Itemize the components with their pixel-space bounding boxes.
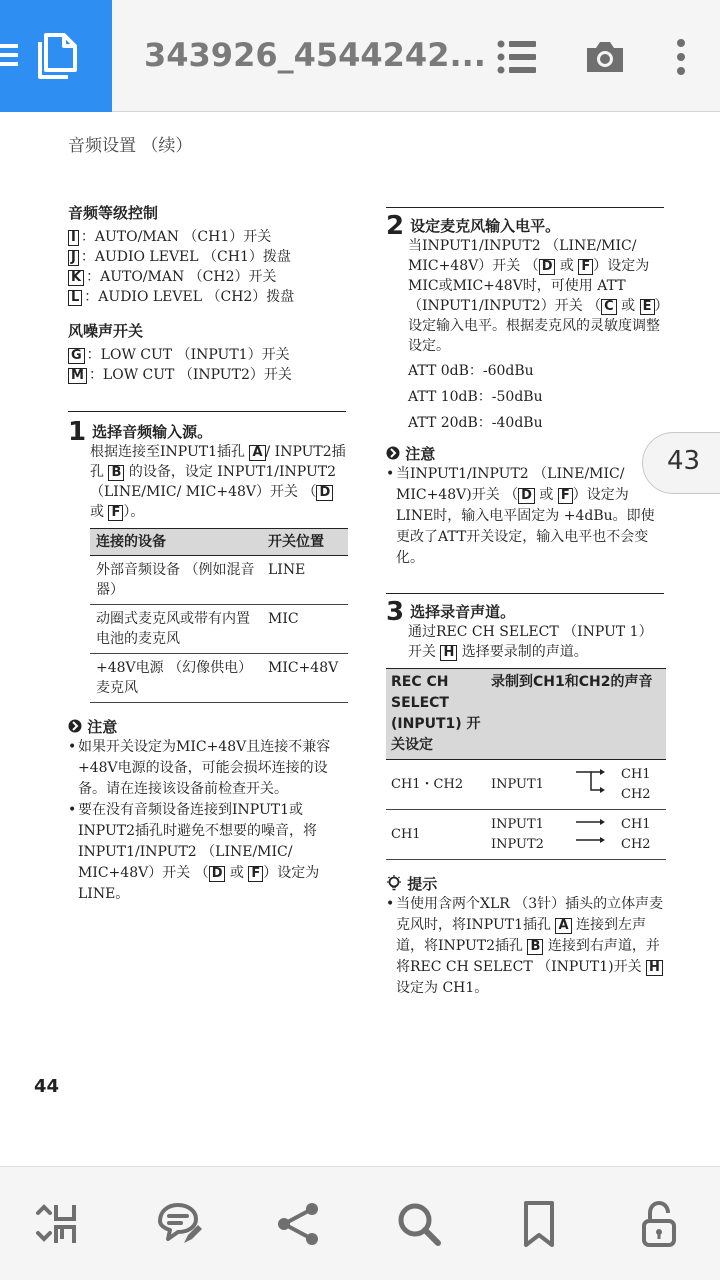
comment-edit-icon[interactable]: [154, 1199, 204, 1249]
step-1-note-heading: 注意: [68, 717, 348, 737]
step-3: [386, 597, 666, 999]
right-column: [386, 207, 666, 999]
note-item: • 要在没有音频设备连接到INPUT1或INPUT2插孔时避免不想要的噪音，将INPUT1/INPUT2 （LINE/MIC/ MIC+48V）开关 （ D 或 F ）设定为LINE。: [68, 800, 348, 905]
page-indicator-tab[interactable]: [642, 432, 720, 494]
list-item: M ：LOW CUT （INPUT2）开关: [68, 365, 348, 385]
list-item: I ：AUTO/MAN （CH1）开关: [68, 227, 348, 247]
caution-icon: [386, 446, 400, 460]
step-1-title: 1 选择音频输入源。: [68, 417, 213, 447]
table-row: CH1 INPUT1 INPUT2 CH1 CH2: [386, 810, 666, 860]
section-header: 音频设置 （续）: [68, 136, 193, 156]
document-page: [0, 113, 720, 1125]
step-1: [68, 417, 348, 905]
more-vert-icon[interactable]: [660, 36, 702, 78]
tip-heading: 提示: [386, 874, 666, 894]
att-level: ATT 0dB：-60dBu: [408, 363, 534, 379]
camera-icon[interactable]: [584, 36, 626, 78]
caution-icon: [68, 719, 82, 733]
att-level: ATT 20dB：-40dBu: [408, 415, 543, 431]
step-2: [386, 211, 666, 569]
bottom-toolbar: [0, 1166, 720, 1280]
att-levels: [386, 358, 666, 436]
crop-pages-icon[interactable]: [34, 1199, 84, 1249]
list-icon[interactable]: [496, 36, 538, 78]
page-indicator-label: 43: [667, 446, 701, 476]
connection-table: [90, 528, 348, 703]
divider: [386, 593, 664, 594]
menu-button[interactable]: [0, 0, 112, 112]
note-item: • 如果开关设定为MIC+48V且连接不兼容+48V电源的设备，可能会损坏连接的设备。请在连接该设备前检查开关。: [68, 737, 348, 800]
table-row: 外部音频设备 （例如混音器） LINE: [90, 556, 348, 605]
list-item: J ：AUDIO LEVEL （CH1）拨盘: [68, 247, 348, 267]
document-title: 343926_4544242...: [144, 36, 486, 74]
list-item: L ：AUDIO LEVEL （CH2）拨盘: [68, 287, 348, 307]
search-icon[interactable]: [394, 1199, 444, 1249]
split-arrow-icon: [574, 764, 608, 798]
divider: [68, 411, 346, 412]
step-2-body: 当INPUT1/INPUT2 （LINE/MIC/ MIC+48V）开关 （ D 或 F ）设定为MIC或MIC+48V时，可使用 ATT （INPUT1/INPUT2）开关 （ C 或 E ）设定输入电平。根据麦克风的灵敏度调整设定。: [408, 238, 662, 354]
table-header: 录制到CH1和CH2的声音: [486, 669, 666, 760]
list-item: K ：AUTO/MAN （CH2）开关: [68, 267, 348, 287]
rec-channel-table: [386, 668, 666, 860]
share-icon[interactable]: [274, 1199, 324, 1249]
table-header: 连接的设备: [90, 529, 262, 556]
table-row: CH1・CH2 INPUT1 CH1 CH2: [386, 760, 666, 810]
left-column: [68, 203, 348, 905]
step-3-body: 通过REC CH SELECT （INPUT 1） 开关 H 选择要录制的声道。: [408, 624, 653, 660]
lightbulb-icon: [386, 875, 402, 891]
table-header: REC CH SELECT (INPUT1) 开关设定: [386, 669, 486, 760]
audio-level-list: [68, 227, 348, 307]
hamburger-icon: [0, 44, 20, 68]
audio-level-heading: 音频等级控制: [68, 204, 159, 222]
tip-item: • 当使用含两个XLR （3针）插头的立体声麦克风时，将INPUT1插孔 A 连接到左声道，将INPUT2插孔 B 连接到右声道，并将REC CH SELECT （INPUT1)开关 H 设定为 CH1。: [386, 894, 666, 999]
divider: [386, 207, 664, 208]
top-app-bar: [0, 0, 720, 112]
att-level: ATT 10dB：-50dBu: [408, 389, 543, 405]
step-3-title: 3 选择录音声道。: [386, 597, 516, 627]
list-item: G ：LOW CUT （INPUT1）开关: [68, 345, 348, 365]
wind-noise-list: [68, 345, 348, 385]
straight-arrows-icon: [574, 814, 608, 848]
step-1-body: 根据连接至INPUT1插孔 A / INPUT2插孔 B 的设备，设定 INPUT1/INPUT2 （LINE/MIC/ MIC+48V）开关 （ D 或 F ）。: [90, 444, 346, 520]
wind-noise-heading: 风噪声开关: [68, 322, 144, 340]
step-2-note-heading: 注意: [386, 444, 666, 464]
table-row: +48V电源 （幻像供电）麦克风 MIC+48V: [90, 654, 348, 703]
step-2-title: 2 设定麦克风输入电平。: [386, 211, 561, 241]
lock-icon[interactable]: [634, 1199, 684, 1249]
connection-table-wrap: [68, 528, 348, 703]
document-icon: [36, 32, 78, 80]
page-number: 44: [34, 1076, 60, 1097]
note-item: • 当INPUT1/INPUT2 （LINE/MIC/ MIC+48V)开关 （ D 或 F ）设定为LINE时，输入电平固定为 +4dBu。即使更改了ATT开关设定，输入电平也不会变化。: [386, 464, 666, 569]
table-header: 开关位置: [262, 529, 348, 556]
bookmark-icon[interactable]: [514, 1199, 564, 1249]
table-row: 动圈式麦克风或带有内置电池的麦克风 MIC: [90, 605, 348, 654]
